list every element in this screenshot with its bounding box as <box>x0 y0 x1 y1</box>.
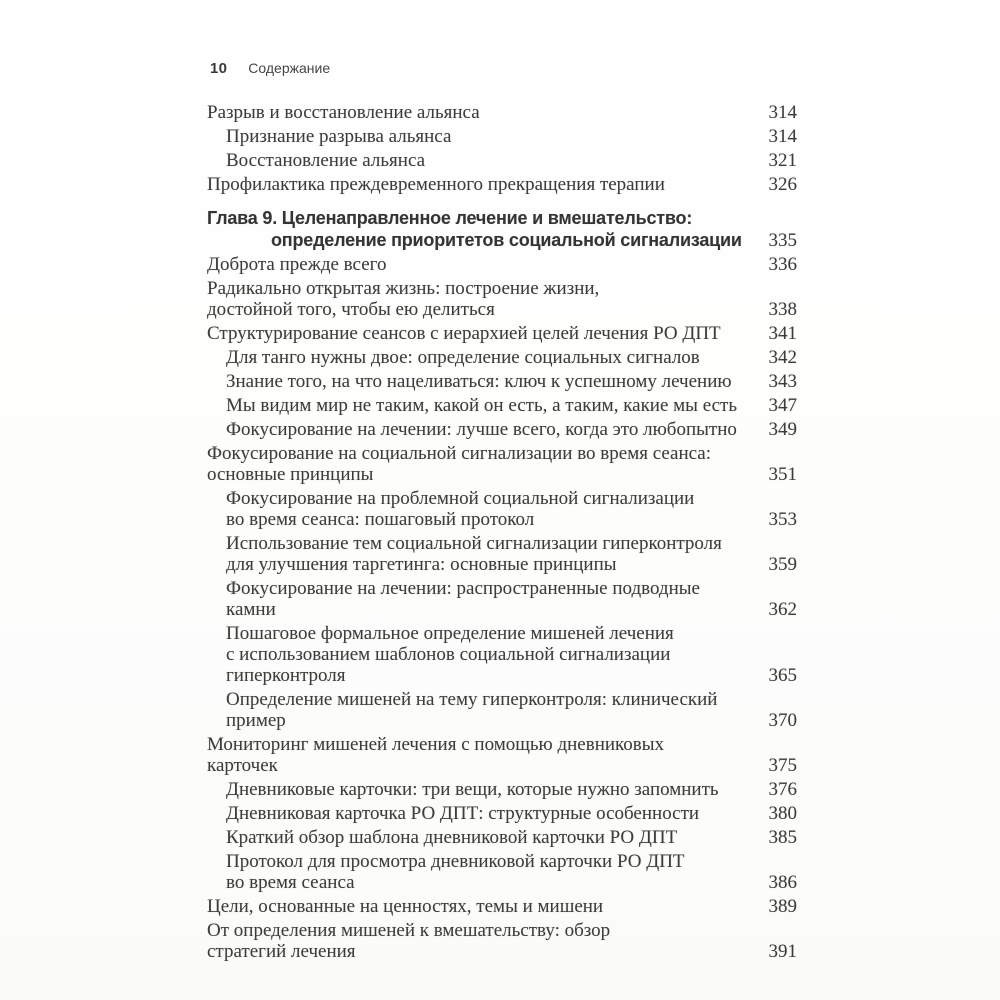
toc-title-line: камни <box>226 599 276 620</box>
toc-entry-page-number: 351 <box>768 464 797 485</box>
toc-entry <box>207 323 797 344</box>
toc-title-line: во время сеанса: пошаговый протокол <box>226 509 535 530</box>
toc-entry-title <box>207 174 745 195</box>
toc-entry-title <box>226 827 745 848</box>
running-header <box>210 60 330 77</box>
header-section-title: Содержание <box>248 60 331 76</box>
toc-entry-title <box>207 920 745 962</box>
toc-entry-title <box>207 207 745 251</box>
toc-entry-chapter <box>207 207 797 251</box>
toc-entry-page-number: 321 <box>768 150 797 171</box>
toc-entry-title <box>226 488 745 530</box>
toc-entry-page-number: 380 <box>768 803 797 824</box>
toc-entry-page-number: 326 <box>768 174 797 195</box>
toc-title-line: Фокусирование на проблемной социальной сигнализации <box>226 488 695 509</box>
toc-title-line: Использование тем социальной сигнализации гиперконтроля <box>226 533 722 554</box>
toc-entry-page-number: 389 <box>768 896 797 917</box>
toc-title-line: Признание разрыва альянса <box>226 126 452 147</box>
toc-title-line: пример <box>226 710 286 731</box>
toc-entry-title <box>207 278 745 320</box>
toc-entry-title <box>226 623 745 686</box>
header-page-number: 10 <box>210 60 228 77</box>
toc-title-line: Краткий обзор шаблона дневниковой карточки РО ДПТ <box>226 827 678 848</box>
toc-entry-page-number: 341 <box>768 323 797 344</box>
toc-entry-page-number: 353 <box>768 509 797 530</box>
toc-entry-page-number: 365 <box>768 665 797 686</box>
toc-title-line: карточек <box>207 755 278 776</box>
toc-title-line: Мониторинг мишеней лечения с помощью дневниковых <box>207 734 665 755</box>
toc-entry-page-number: 314 <box>768 102 797 123</box>
toc-title-line: определение приоритетов социальной сигнализации <box>271 230 742 250</box>
toc-title-line: Фокусирование на лечении: лучше всего, когда это любопытно <box>226 419 737 440</box>
toc-title-line: Структурирование сеансов с иерархией целей лечения РО ДПТ <box>207 323 721 344</box>
toc-title-line: От определения мишеней к вмешательству: обзор <box>207 920 611 941</box>
toc-title-line: Радикально открытая жизнь: построение жизни, <box>207 278 600 299</box>
toc-entry <box>207 734 797 776</box>
toc-entry-title <box>226 779 745 800</box>
toc-entry-title <box>207 323 745 344</box>
toc-title-line: Знание того, на что нацеливаться: ключ к успешному лечению <box>226 371 732 392</box>
toc-title-line: с использованием шаблонов социальной сигнализации <box>226 644 671 665</box>
toc-entry-title <box>207 896 745 917</box>
toc-entry <box>207 578 797 620</box>
toc-entry <box>207 623 797 686</box>
toc-entry <box>207 254 797 275</box>
toc-entry-title <box>226 419 745 440</box>
toc-entry-page-number: 335 <box>768 230 797 251</box>
toc-entry <box>207 347 797 368</box>
toc-entry-page-number: 343 <box>768 371 797 392</box>
toc-entry-title <box>226 851 745 893</box>
toc-entry-page-number: 370 <box>768 710 797 731</box>
toc-entry-title <box>226 150 745 171</box>
toc-entry-page-number: 347 <box>768 395 797 416</box>
toc-title-line: Определение мишеней на тему гиперконтроля: клинический <box>226 689 718 710</box>
toc-entry-page-number: 376 <box>768 779 797 800</box>
toc-entry <box>207 126 797 147</box>
toc-title-line: гиперконтроля <box>226 665 346 686</box>
toc-title-line: Фокусирование на социальной сигнализации во время сеанса: <box>207 443 712 464</box>
toc-title-line: достойной того, чтобы ею делиться <box>207 299 495 320</box>
toc-title-line: основные принципы <box>207 464 374 485</box>
toc-title-line: Доброта прежде всего <box>207 254 387 275</box>
toc-entry-page-number: 359 <box>768 554 797 575</box>
toc-entry-title <box>207 254 745 275</box>
toc-entry <box>207 803 797 824</box>
toc-entry <box>207 278 797 320</box>
toc-entry <box>207 174 797 195</box>
toc-title-line: Фокусирование на лечении: распространенные подводные <box>226 578 700 599</box>
toc-entry <box>207 896 797 917</box>
toc-entry <box>207 827 797 848</box>
toc-title-line: Дневниковые карточки: три вещи, которые нужно запомнить <box>226 779 719 800</box>
toc-entry-page-number: 375 <box>768 755 797 776</box>
toc-entry <box>207 150 797 171</box>
toc-title-line: Глава 9. Целенаправленное лечение и вмешательство: <box>207 208 693 228</box>
toc-entry-title <box>207 443 745 485</box>
toc-entry-page-number: 338 <box>768 299 797 320</box>
toc-entry-title <box>226 533 745 575</box>
toc-entry <box>207 689 797 731</box>
toc-entry-title <box>226 395 745 416</box>
toc-title-line: стратегий лечения <box>207 941 356 962</box>
toc-entry <box>207 488 797 530</box>
toc-entry-page-number: 385 <box>768 827 797 848</box>
toc-title-line: Профилактика преждевременного прекращения терапии <box>207 174 665 195</box>
toc-entry <box>207 851 797 893</box>
toc-entry-title <box>207 734 745 776</box>
toc-entry <box>207 443 797 485</box>
toc-entry-page-number: 362 <box>768 599 797 620</box>
toc-entry-title <box>226 578 745 620</box>
toc-title-line: во время сеанса <box>226 872 355 893</box>
toc-entry-title <box>207 102 745 123</box>
toc-title-line: Цели, основанные на ценностях, темы и мишени <box>207 896 604 917</box>
toc-entry-page-number: 391 <box>768 941 797 962</box>
toc-entry-title <box>226 126 745 147</box>
toc-entry-title <box>226 371 745 392</box>
toc-title-line: Восстановление альянса <box>226 150 426 171</box>
toc-title-line: Для танго нужны двое: определение социальных сигналов <box>226 347 700 368</box>
toc-entry-page-number: 336 <box>768 254 797 275</box>
toc-title-line: Разрыв и восстановление альянса <box>207 102 480 123</box>
toc-entry-page-number: 314 <box>768 126 797 147</box>
toc-title-line: Дневниковая карточка РО ДПТ: структурные особенности <box>226 803 700 824</box>
toc-entry-title <box>226 347 745 368</box>
toc-entry-title <box>226 803 745 824</box>
toc-entry-page-number: 342 <box>768 347 797 368</box>
toc-entry <box>207 533 797 575</box>
toc-entry <box>207 102 797 123</box>
toc-entry <box>207 371 797 392</box>
toc-title-line: Мы видим мир не таким, какой он есть, а таким, какие мы есть <box>226 395 738 416</box>
toc-entry <box>207 395 797 416</box>
toc-entry-title <box>226 689 745 731</box>
toc-entry <box>207 920 797 962</box>
toc-entry-page-number: 386 <box>768 872 797 893</box>
toc-entry <box>207 779 797 800</box>
toc-entry-page-number: 349 <box>768 419 797 440</box>
toc-title-line: для улучшения таргетинга: основные принципы <box>226 554 617 575</box>
toc-title-line: Пошаговое формальное определение мишеней лечения <box>226 623 674 644</box>
toc-list <box>207 102 797 965</box>
toc-title-line: Протокол для просмотра дневниковой карточки РО ДПТ <box>226 851 685 872</box>
toc-entry <box>207 419 797 440</box>
